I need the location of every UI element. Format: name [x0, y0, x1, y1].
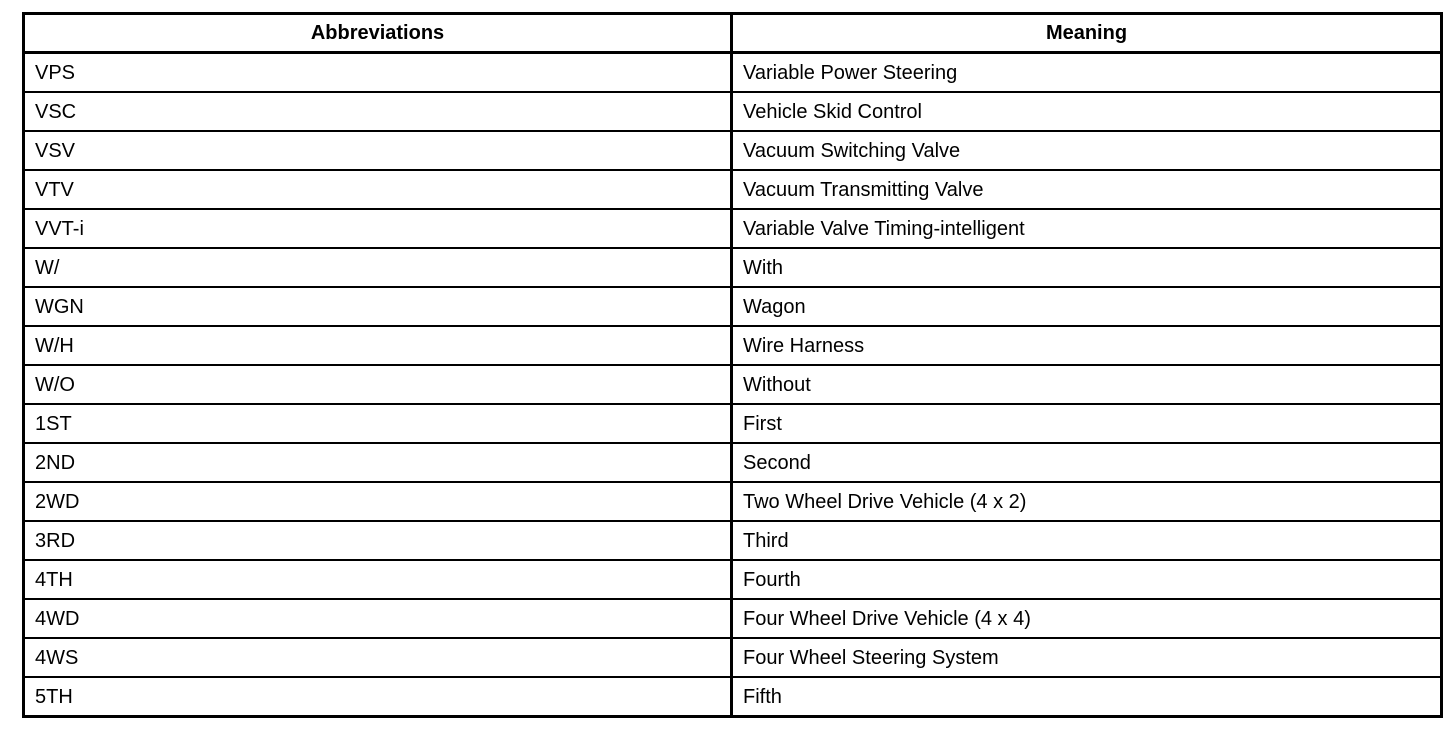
meaning-cell: Four Wheel Drive Vehicle (4 x 4)	[732, 599, 1442, 638]
abbreviation-cell: WGN	[24, 287, 732, 326]
meaning-cell: Two Wheel Drive Vehicle (4 x 2)	[732, 482, 1442, 521]
table-row	[24, 443, 1442, 482]
meaning-cell: Fifth	[732, 677, 1442, 717]
meaning-column-header: Meaning	[732, 14, 1442, 53]
table-row	[24, 53, 1442, 93]
abbreviation-cell: 1ST	[24, 404, 732, 443]
table-row	[24, 521, 1442, 560]
meaning-cell: Vacuum Switching Valve	[732, 131, 1442, 170]
table-row	[24, 92, 1442, 131]
meaning-cell: Variable Power Steering	[732, 53, 1442, 93]
table-row	[24, 131, 1442, 170]
meaning-cell: Fourth	[732, 560, 1442, 599]
abbreviation-cell: W/O	[24, 365, 732, 404]
meaning-cell: Variable Valve Timing-intelligent	[732, 209, 1442, 248]
abbreviation-cell: 3RD	[24, 521, 732, 560]
table-body	[24, 53, 1442, 717]
meaning-cell: Without	[732, 365, 1442, 404]
abbreviation-cell: 4TH	[24, 560, 732, 599]
table-row	[24, 248, 1442, 287]
abbreviations-table	[22, 12, 1443, 718]
table-row	[24, 287, 1442, 326]
table-header	[24, 14, 1442, 53]
abbreviations-column-header: Abbreviations	[24, 14, 732, 53]
abbreviation-cell: VVT-i	[24, 209, 732, 248]
table-row	[24, 170, 1442, 209]
abbreviation-cell: 4WD	[24, 599, 732, 638]
abbreviation-cell: VTV	[24, 170, 732, 209]
abbreviation-cell: 2WD	[24, 482, 732, 521]
abbreviation-cell: 5TH	[24, 677, 732, 717]
meaning-cell: Vehicle Skid Control	[732, 92, 1442, 131]
abbreviation-cell: 4WS	[24, 638, 732, 677]
abbreviation-cell: VSV	[24, 131, 732, 170]
meaning-cell: Vacuum Transmitting Valve	[732, 170, 1442, 209]
meaning-cell: First	[732, 404, 1442, 443]
abbreviation-cell: 2ND	[24, 443, 732, 482]
table-row	[24, 560, 1442, 599]
meaning-cell: Four Wheel Steering System	[732, 638, 1442, 677]
meaning-cell: Wagon	[732, 287, 1442, 326]
meaning-cell: Wire Harness	[732, 326, 1442, 365]
abbreviation-cell: W/	[24, 248, 732, 287]
table-row	[24, 365, 1442, 404]
meaning-cell: Second	[732, 443, 1442, 482]
table-row	[24, 404, 1442, 443]
abbreviation-cell: VSC	[24, 92, 732, 131]
table-row	[24, 482, 1442, 521]
table-row	[24, 599, 1442, 638]
meaning-cell: With	[732, 248, 1442, 287]
table-row	[24, 638, 1442, 677]
abbreviation-cell: VPS	[24, 53, 732, 93]
table-row	[24, 209, 1442, 248]
header-row	[24, 14, 1442, 53]
table-row	[24, 326, 1442, 365]
abbreviation-cell: W/H	[24, 326, 732, 365]
table-row	[24, 677, 1442, 717]
meaning-cell: Third	[732, 521, 1442, 560]
